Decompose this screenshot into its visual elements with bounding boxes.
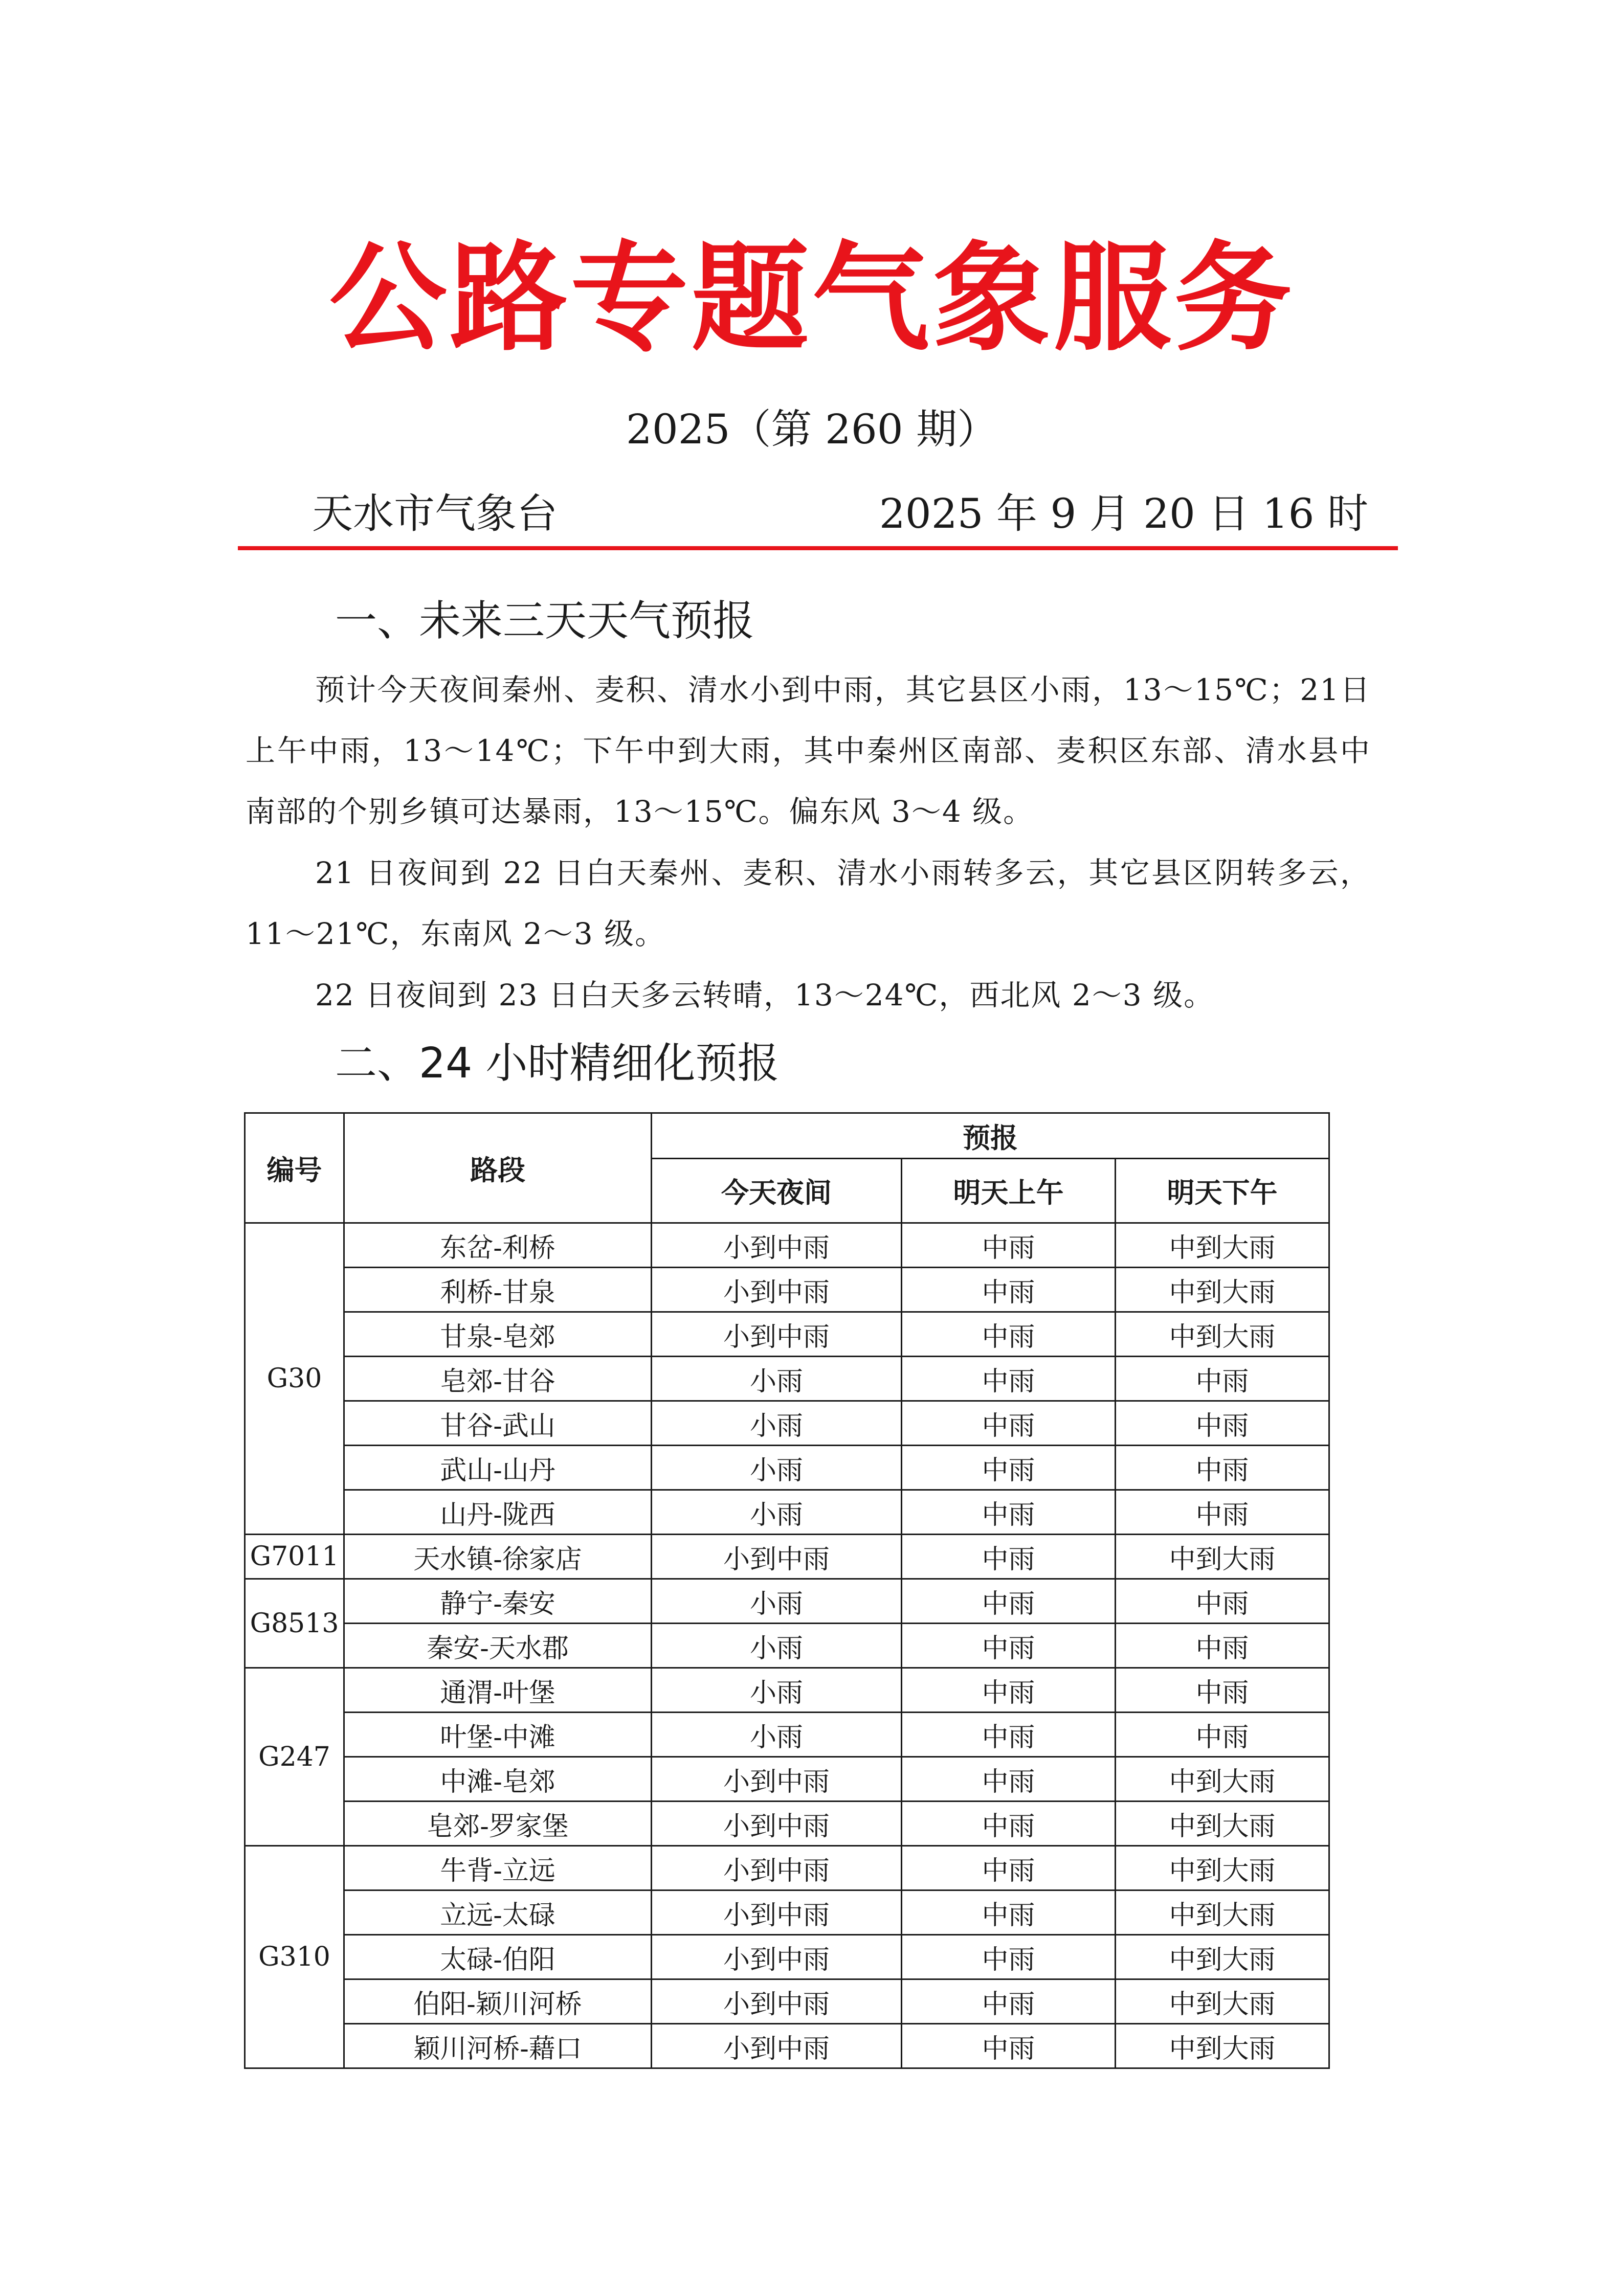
forecast-am: 中雨	[902, 1935, 1116, 1979]
forecast-am: 中雨	[902, 1979, 1116, 2024]
forecast-am: 中雨	[902, 2024, 1116, 2068]
forecast-tonight: 小雨	[652, 1668, 902, 1713]
forecast-tonight: 小到中雨	[652, 1802, 902, 1846]
forecast-tonight: 小到中雨	[652, 1312, 902, 1357]
table-row	[245, 1846, 1329, 1890]
forecast-pm: 中雨	[1116, 1579, 1329, 1624]
road-segment: 静宁-秦安	[344, 1579, 652, 1624]
forecast-pm: 中雨	[1116, 1713, 1329, 1757]
forecast-am: 中雨	[902, 1802, 1116, 1846]
forecast-am: 中雨	[902, 1490, 1116, 1535]
table-row	[245, 1802, 1329, 1846]
table-row	[245, 1668, 1329, 1713]
forecast-am: 中雨	[902, 1357, 1116, 1401]
header-tomorrow-pm: 明天下午	[1116, 1159, 1329, 1223]
forecast-tonight: 小雨	[652, 1357, 902, 1401]
table-row	[245, 1312, 1329, 1357]
header-divider	[238, 546, 1398, 550]
forecast-tonight: 小雨	[652, 1624, 902, 1668]
table-row	[245, 1490, 1329, 1535]
header-forecast: 预报	[652, 1113, 1329, 1159]
forecast-pm: 中雨	[1116, 1668, 1329, 1713]
table-row	[245, 1401, 1329, 1446]
forecast-pm: 中到大雨	[1116, 1979, 1329, 2024]
forecast-tonight: 小雨	[652, 1579, 902, 1624]
forecast-paragraph-3: 22 日夜间到 23 日白天多云转晴，13～24℃，西北风 2～3 级。	[315, 978, 1215, 1012]
forecast-am: 中雨	[902, 1446, 1116, 1490]
road-code: G8513	[245, 1579, 344, 1668]
forecast-table	[244, 1112, 1330, 2069]
road-code: G247	[245, 1668, 344, 1846]
road-segment: 立远-太碌	[344, 1890, 652, 1935]
issue-date: 2025 年 9 月 20 日 16 时	[879, 490, 1368, 537]
table-header-row	[245, 1113, 1329, 1159]
road-segment: 太碌-伯阳	[344, 1935, 652, 1979]
table-row	[245, 1579, 1329, 1624]
table-row	[245, 1268, 1329, 1312]
forecast-am: 中雨	[902, 1713, 1116, 1757]
road-segment: 秦安-天水郡	[344, 1624, 652, 1668]
header-code: 编号	[245, 1113, 344, 1223]
forecast-pm: 中雨	[1116, 1624, 1329, 1668]
forecast-tonight: 小雨	[652, 1713, 902, 1757]
table-row	[245, 1890, 1329, 1935]
issue-number: 2025（第 260 期）	[626, 406, 998, 453]
table-row	[245, 1357, 1329, 1401]
road-code: G7011	[245, 1535, 344, 1579]
forecast-am: 中雨	[902, 1668, 1116, 1713]
forecast-tonight: 小雨	[652, 1490, 902, 1535]
forecast-pm: 中到大雨	[1116, 1312, 1329, 1357]
forecast-pm: 中到大雨	[1116, 2024, 1329, 2068]
forecast-tonight: 小到中雨	[652, 2024, 902, 2068]
forecast-am: 中雨	[902, 1401, 1116, 1446]
forecast-tonight: 小到中雨	[652, 1757, 902, 1802]
road-segment: 山丹-陇西	[344, 1490, 652, 1535]
forecast-tonight: 小到中雨	[652, 1846, 902, 1890]
header-segment: 路段	[344, 1113, 652, 1223]
header-tomorrow-am: 明天上午	[902, 1159, 1116, 1223]
table-row	[245, 1935, 1329, 1979]
header-tonight: 今天夜间	[652, 1159, 902, 1223]
forecast-am: 中雨	[902, 1223, 1116, 1268]
section-heading-forecast: 一、未来三天天气预报	[335, 597, 755, 645]
road-segment: 甘谷-武山	[344, 1401, 652, 1446]
issuer-name: 天水市气象台	[312, 490, 558, 537]
table-row	[245, 1757, 1329, 1802]
road-code: G30	[245, 1223, 344, 1535]
section-heading-detailed: 二、24 小时精细化预报	[335, 1039, 780, 1088]
forecast-tonight: 小到中雨	[652, 1223, 902, 1268]
forecast-am: 中雨	[902, 1624, 1116, 1668]
road-segment: 伯阳-颖川河桥	[344, 1979, 652, 2024]
table-row	[245, 1624, 1329, 1668]
road-segment: 牛背-立远	[344, 1846, 652, 1890]
forecast-tonight: 小到中雨	[652, 1935, 902, 1979]
forecast-am: 中雨	[902, 1312, 1116, 1357]
forecast-tonight: 小到中雨	[652, 1268, 902, 1312]
table-row	[245, 1223, 1329, 1268]
forecast-am: 中雨	[902, 1890, 1116, 1935]
road-segment: 皂郊-甘谷	[344, 1357, 652, 1401]
road-segment: 利桥-甘泉	[344, 1268, 652, 1312]
forecast-am: 中雨	[902, 1535, 1116, 1579]
forecast-am: 中雨	[902, 1268, 1116, 1312]
forecast-tonight: 小到中雨	[652, 1979, 902, 2024]
table-row	[245, 1446, 1329, 1490]
road-segment: 通渭-叶堡	[344, 1668, 652, 1713]
forecast-tonight: 小到中雨	[652, 1535, 902, 1579]
forecast-pm: 中雨	[1116, 1401, 1329, 1446]
road-code: G310	[245, 1846, 344, 2068]
forecast-pm: 中到大雨	[1116, 1223, 1329, 1268]
forecast-pm: 中到大雨	[1116, 1757, 1329, 1802]
forecast-paragraph-2: 21 日夜间到 22 日白天秦州、麦积、清水小雨转多云，其它县区阴转多云，11～21℃，东南风 2～3 级。	[246, 856, 1371, 951]
forecast-pm: 中到大雨	[1116, 1846, 1329, 1890]
table-row	[245, 2024, 1329, 2068]
forecast-pm: 中到大雨	[1116, 1935, 1329, 1979]
road-segment: 皂郊-罗家堡	[344, 1802, 652, 1846]
forecast-am: 中雨	[902, 1757, 1116, 1802]
forecast-pm: 中到大雨	[1116, 1890, 1329, 1935]
table-row	[245, 1979, 1329, 2024]
forecast-am: 中雨	[902, 1846, 1116, 1890]
forecast-tonight: 小雨	[652, 1401, 902, 1446]
road-segment: 东岔-利桥	[344, 1223, 652, 1268]
forecast-paragraph-1: 预计今天夜间秦州、麦积、清水小到中雨，其它县区小雨，13～15℃；21日上午中雨，13～14℃；下午中到大雨，其中秦州区南部、麦积区东部、清水县中南部的个别乡镇可达暴雨，13～15℃。偏东风 3～4 级。	[246, 672, 1371, 829]
road-segment: 中滩-皂郊	[344, 1757, 652, 1802]
forecast-tonight: 小雨	[652, 1446, 902, 1490]
forecast-pm: 中雨	[1116, 1357, 1329, 1401]
table-row	[245, 1535, 1329, 1579]
road-segment: 叶堡-中滩	[344, 1713, 652, 1757]
document-title: 公路专题气象服务	[329, 231, 1295, 367]
forecast-am: 中雨	[902, 1579, 1116, 1624]
forecast-pm: 中到大雨	[1116, 1535, 1329, 1579]
road-segment: 天水镇-徐家店	[344, 1535, 652, 1579]
forecast-pm: 中到大雨	[1116, 1268, 1329, 1312]
forecast-pm: 中雨	[1116, 1490, 1329, 1535]
road-segment: 颖川河桥-藉口	[344, 2024, 652, 2068]
forecast-pm: 中到大雨	[1116, 1802, 1329, 1846]
forecast-pm: 中雨	[1116, 1446, 1329, 1490]
road-segment: 甘泉-皂郊	[344, 1312, 652, 1357]
forecast-tonight: 小到中雨	[652, 1890, 902, 1935]
table-row	[245, 1713, 1329, 1757]
road-segment: 武山-山丹	[344, 1446, 652, 1490]
